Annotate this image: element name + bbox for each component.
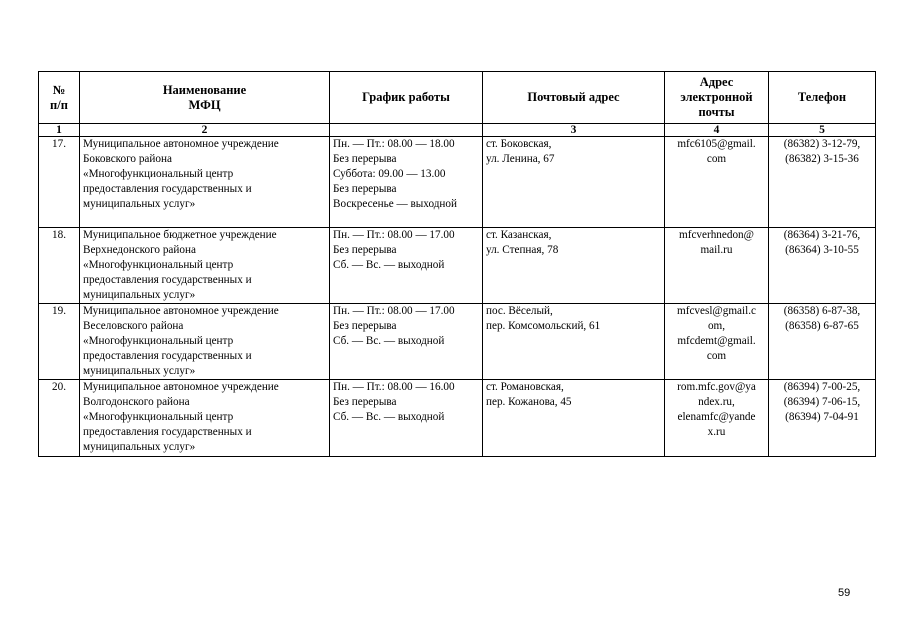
table-row (39, 304, 876, 380)
table-row (39, 228, 876, 304)
header-schedule: График работы (330, 72, 483, 124)
postal-address (483, 137, 665, 228)
header-email-line: почты (698, 105, 735, 119)
header-email-line: электронной (680, 90, 753, 104)
name-line: «Многофункциональный центр (83, 259, 234, 271)
address-line: пер. Комсомольский, 61 (486, 320, 601, 332)
name-line: предоставления государственных и (83, 426, 252, 438)
work-schedule (330, 228, 483, 304)
schedule-line: Без перерыва (333, 183, 397, 195)
phone-line: (86382) 3-12-79, (783, 138, 861, 150)
name-line: предоставления государственных и (83, 183, 252, 195)
work-schedule (330, 304, 483, 380)
mfc-table (38, 71, 876, 457)
schedule-line: Пн. — Пт.: 08.00 — 17.00 (333, 305, 455, 317)
name-line: Муниципальное автономное учреждение (83, 305, 279, 317)
address-line: пер. Кожанова, 45 (486, 396, 572, 408)
column-number: 5 (769, 124, 876, 137)
phone-line: (86364) 3-21-76, (783, 229, 861, 241)
email-address (665, 304, 769, 380)
row-number: 19. (39, 304, 80, 380)
name-line: «Многофункциональный центр (83, 335, 234, 347)
header-address: Почтовый адрес (483, 72, 665, 124)
page-number: 59 (838, 587, 851, 599)
institution-name (80, 228, 330, 304)
header-num-line: п/п (50, 97, 68, 112)
phone-number (769, 380, 876, 457)
table-body (39, 137, 876, 457)
phone-line: (86394) 7-00-25, (783, 381, 861, 393)
address-line: ст. Романовская, (486, 381, 564, 393)
name-line: муниципальных услуг» (83, 198, 196, 210)
address-line: ст. Боковская, (486, 138, 552, 150)
name-line: «Многофункциональный центр (83, 168, 234, 180)
phone-line: (86394) 7-06-15, (783, 396, 861, 408)
phone-number (769, 304, 876, 380)
name-line: Волгодонского района (83, 396, 190, 408)
table-header (39, 72, 876, 137)
schedule-line: Сб. — Вс. — выходной (333, 259, 445, 271)
email-line: elenamfc@yande (677, 411, 756, 423)
work-schedule (330, 137, 483, 228)
postal-address (483, 304, 665, 380)
name-line: Боковского района (83, 153, 172, 165)
name-line: муниципальных услуг» (83, 365, 196, 377)
email-address (665, 137, 769, 228)
phone-line: (86358) 6-87-38, (783, 305, 861, 317)
name-line: муниципальных услуг» (83, 289, 196, 301)
institution-name (80, 380, 330, 457)
institution-name (80, 137, 330, 228)
email-line: mfcdemt@gmail. (677, 335, 756, 347)
header-name (80, 72, 330, 124)
address-line: ул. Степная, 78 (486, 244, 559, 256)
column-number (330, 124, 483, 137)
schedule-line: Сб. — Вс. — выходной (333, 411, 445, 423)
schedule-line: Пн. — Пт.: 08.00 — 18.00 (333, 138, 455, 150)
email-line: om, (707, 320, 726, 332)
name-line: Муниципальное бюджетное учреждение (83, 229, 277, 241)
header-num (39, 72, 80, 124)
phone-line: (86358) 6-87-65 (785, 320, 859, 332)
name-line: предоставления государственных и (83, 350, 252, 362)
column-number: 1 (39, 124, 80, 137)
email-line: com (706, 153, 727, 165)
postal-address (483, 228, 665, 304)
column-number: 2 (80, 124, 330, 137)
schedule-line: Воскресенье — выходной (333, 198, 457, 210)
phone-line: (86382) 3-15-36 (785, 153, 859, 165)
table-row (39, 137, 876, 228)
schedule-line: Сб. — Вс. — выходной (333, 335, 445, 347)
phone-number (769, 137, 876, 228)
address-line: пос. Вёселый, (486, 305, 553, 317)
email-address (665, 228, 769, 304)
email-line: com (706, 350, 727, 362)
column-number: 3 (483, 124, 665, 137)
column-number: 4 (665, 124, 769, 137)
name-line: Муниципальное автономное учреждение (83, 138, 279, 150)
email-line: ndex.ru, (698, 396, 735, 408)
work-schedule (330, 380, 483, 457)
name-line: предоставления государственных и (83, 274, 252, 286)
name-line: Муниципальное автономное учреждение (83, 381, 279, 393)
header-phone: Телефон (769, 72, 876, 124)
schedule-line: Пн. — Пт.: 08.00 — 16.00 (333, 381, 455, 393)
schedule-line: Без перерыва (333, 153, 397, 165)
email-line: mfc6105@gmail. (677, 138, 756, 150)
header-row (39, 72, 876, 124)
email-line: x.ru (707, 426, 726, 438)
phone-line: (86394) 7-04-91 (785, 411, 859, 423)
column-number-row (39, 124, 876, 137)
name-line: Верхнедонского района (83, 244, 196, 256)
email-line: rom.mfc.gov@ya (677, 381, 756, 393)
schedule-line: Без перерыва (333, 244, 397, 256)
header-name-line: МФЦ (188, 97, 221, 112)
schedule-line: Без перерыва (333, 320, 397, 332)
email-address (665, 380, 769, 457)
row-number: 18. (39, 228, 80, 304)
name-line: муниципальных услуг» (83, 441, 196, 453)
address-line: ст. Казанская, (486, 229, 552, 241)
header-num-line: № (52, 82, 66, 97)
postal-address (483, 380, 665, 457)
header-email-line: Адрес (699, 75, 734, 89)
email-line: mfcverhnedon@ (679, 229, 754, 241)
phone-line: (86364) 3-10-55 (785, 244, 859, 256)
institution-name (80, 304, 330, 380)
schedule-line: Без перерыва (333, 396, 397, 408)
schedule-line: Пн. — Пт.: 08.00 — 17.00 (333, 229, 455, 241)
row-number: 20. (39, 380, 80, 457)
table-row (39, 380, 876, 457)
header-name-line: Наименование (162, 82, 247, 97)
email-line: mail.ru (700, 244, 733, 256)
name-line: «Многофункциональный центр (83, 411, 234, 423)
schedule-line: Суббота: 09.00 — 13.00 (333, 168, 446, 180)
email-line: mfcvesl@gmail.c (677, 305, 756, 317)
row-number: 17. (39, 137, 80, 228)
header-email (665, 72, 769, 124)
address-line: ул. Ленина, 67 (486, 153, 555, 165)
name-line: Веселовского района (83, 320, 184, 332)
phone-number (769, 228, 876, 304)
